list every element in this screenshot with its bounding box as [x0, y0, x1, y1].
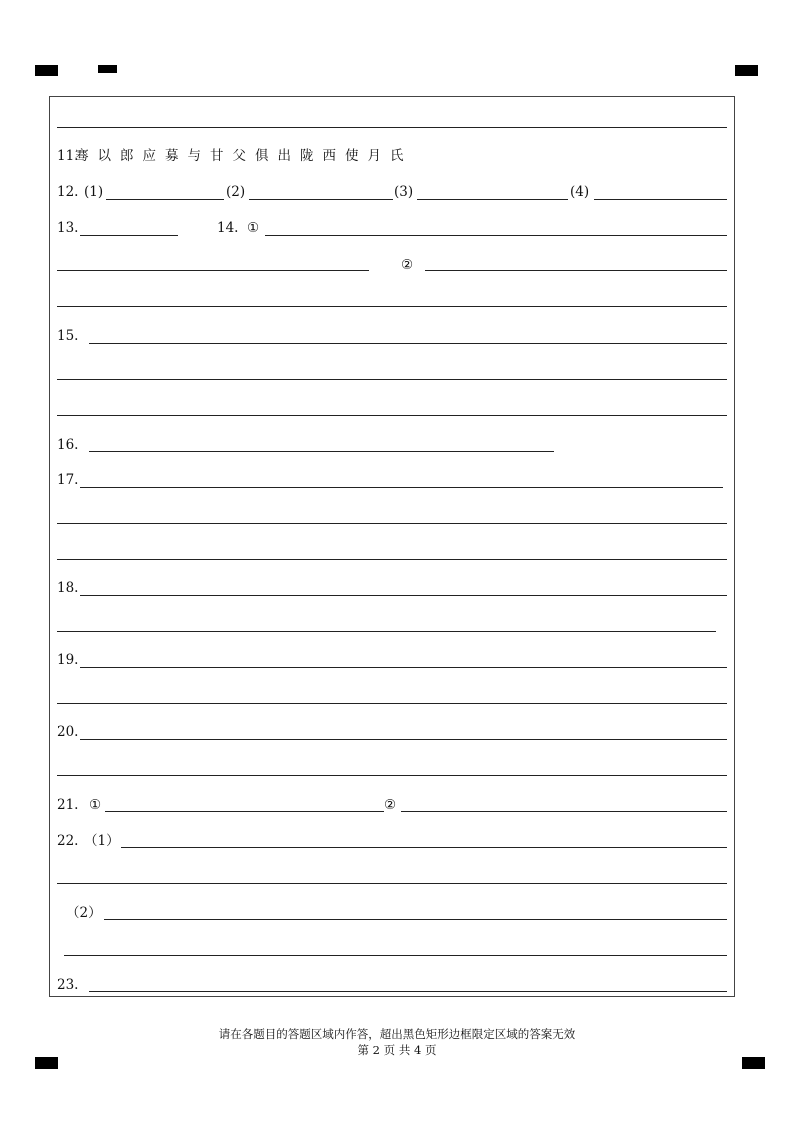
registration-mark-bottom-left	[35, 1057, 58, 1069]
answer-area-frame	[49, 96, 735, 997]
question-number-17: 17.	[57, 472, 79, 488]
question-number-12: 12.	[57, 184, 79, 200]
answer-line-22-1-cont[interactable]	[57, 883, 727, 884]
answer-line-20-2[interactable]	[57, 775, 727, 776]
answer-line-23[interactable]	[89, 991, 727, 992]
answer-blank-21-2[interactable]	[401, 811, 727, 812]
answer-line-22-2[interactable]	[104, 919, 727, 920]
answer-blank-14-2[interactable]	[425, 270, 727, 271]
answer-blank-13[interactable]	[80, 235, 178, 236]
question-number-22: 22.	[57, 833, 79, 849]
answer-blank-12-2[interactable]	[249, 199, 393, 200]
answer-blank-12-1[interactable]	[106, 199, 224, 200]
answer-line-19-2[interactable]	[57, 703, 727, 704]
answer-blank-12-3[interactable]	[417, 199, 568, 200]
part-label-22-2: （2）	[66, 905, 102, 921]
question-number-20: 20.	[57, 724, 79, 740]
question-number-16: 16.	[57, 437, 79, 453]
blank-label-12-2: (2)	[226, 184, 246, 200]
circled-one-21: ①	[89, 797, 102, 813]
answer-line-20-1[interactable]	[80, 739, 727, 740]
answer-line-18-1[interactable]	[80, 595, 727, 596]
answer-blank-21-1[interactable]	[105, 811, 384, 812]
registration-mark-top-left	[35, 65, 58, 76]
registration-mark-top-right	[735, 65, 758, 76]
answer-line-17-2[interactable]	[57, 523, 727, 524]
question-number-14: 14.	[217, 220, 239, 236]
answer-line-17-1[interactable]	[80, 487, 723, 488]
answer-line-15-1[interactable]	[89, 343, 727, 344]
circled-one-14: ①	[247, 220, 260, 236]
question-number-19: 19.	[57, 652, 79, 668]
answer-line-19-1[interactable]	[80, 667, 727, 668]
circled-two-21: ②	[384, 797, 397, 813]
answer-line-15-2[interactable]	[57, 379, 727, 380]
question-number-23: 23.	[57, 977, 79, 993]
question-number-11: 11.	[57, 148, 79, 164]
answer-blank-14-1-cont[interactable]	[57, 270, 369, 271]
answer-line-16[interactable]	[89, 451, 554, 452]
question-number-15: 15.	[57, 328, 79, 344]
page-number: 第 2 页 共 4 页	[357, 1043, 437, 1057]
blank-label-12-1: (1)	[84, 184, 104, 200]
question-number-21: 21.	[57, 797, 79, 813]
registration-mark-bottom-right	[742, 1057, 765, 1069]
answer-line-18-2[interactable]	[57, 631, 716, 632]
answer-line-22-1[interactable]	[121, 847, 727, 848]
part-label-22-1: （1）	[84, 833, 120, 849]
registration-mark-top-small	[98, 65, 117, 73]
answer-line-15-3[interactable]	[57, 415, 727, 416]
answer-line-14[interactable]	[57, 306, 727, 307]
answer-line[interactable]	[57, 127, 727, 128]
answer-blank-12-4[interactable]	[594, 199, 727, 200]
question-number-18: 18.	[57, 580, 79, 596]
circled-two-14: ②	[401, 257, 414, 273]
answer-line-17-3[interactable]	[57, 559, 727, 560]
blank-label-12-4: (4)	[570, 184, 590, 200]
answer-line-22-2-cont[interactable]	[64, 955, 727, 956]
footer-notice: 请在各题目的答题区域内作答，超出黑色矩形边框限定区域的答案无效	[218, 1027, 576, 1041]
answer-blank-14-1[interactable]	[265, 235, 727, 236]
blank-label-12-3: (3)	[394, 184, 414, 200]
question-11-text: 骞以郎应募与甘父俱出陇西使月氏	[75, 148, 413, 164]
question-number-13: 13.	[57, 220, 79, 236]
